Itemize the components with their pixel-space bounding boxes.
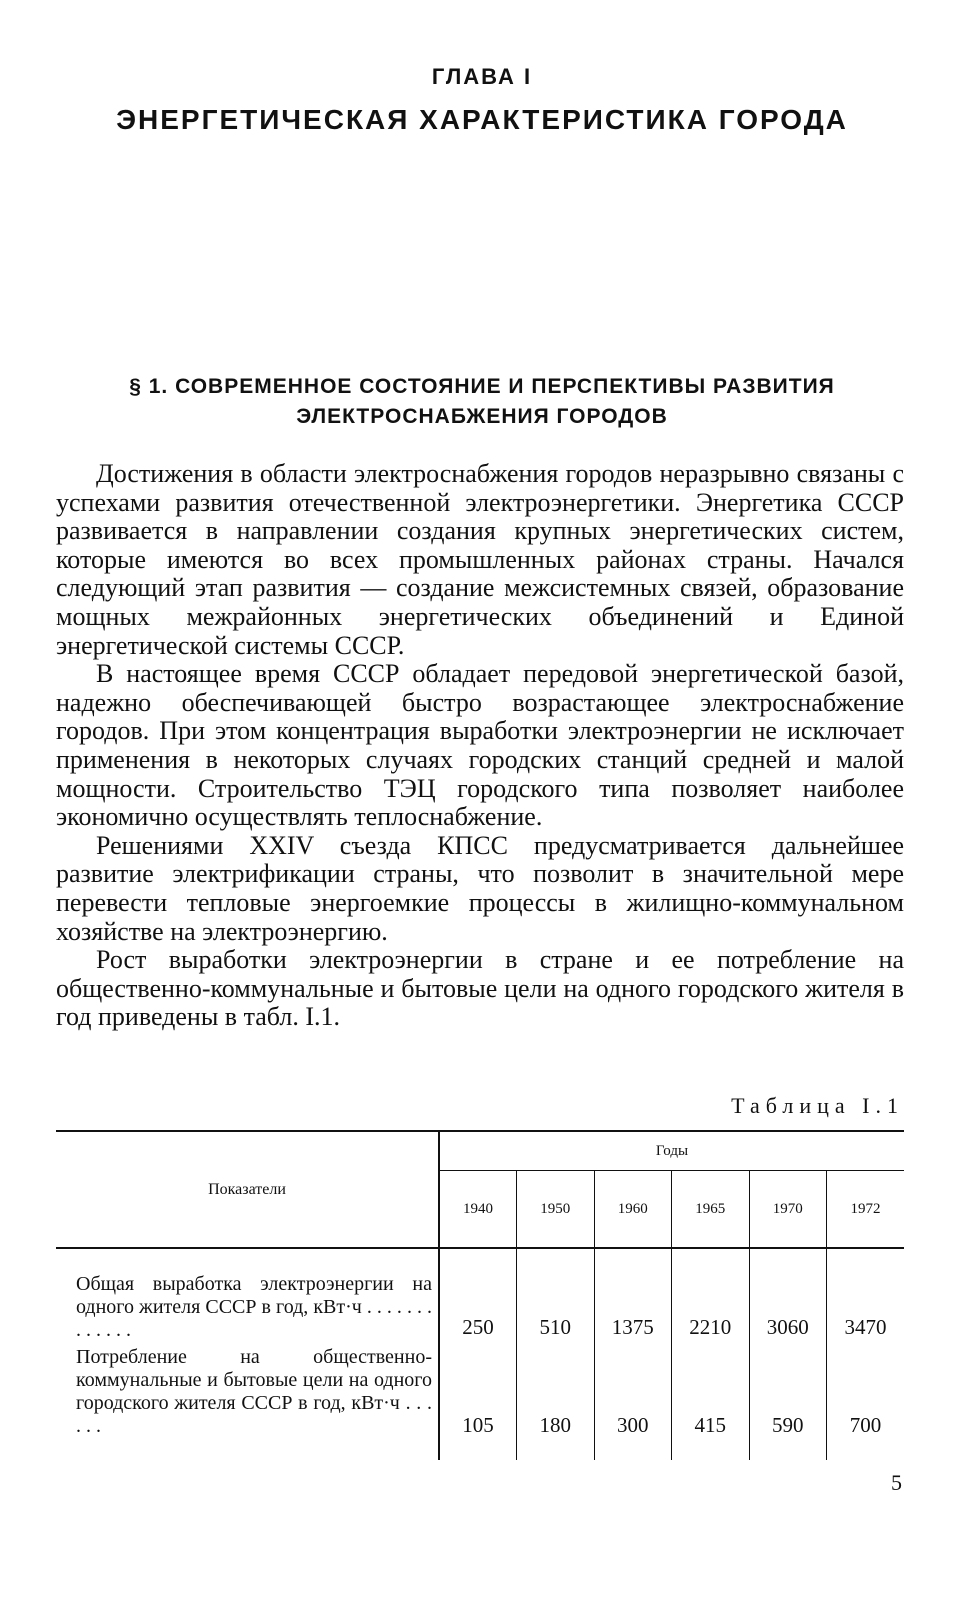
table-cell: 3060 — [749, 1248, 827, 1346]
table-cell: 590 — [749, 1346, 827, 1460]
table-row — [56, 1248, 904, 1346]
year-header: 1965 — [672, 1171, 750, 1249]
indicator-column-header: Показатели — [56, 1131, 439, 1248]
paragraph: Решениями XXIV съезда КПСС предусматривается дальнейшее развитие электрификации страны, что позволит в значительной мере перевести тепловые энергоемкие процессы в жилищно-коммунальном хозяйстве на электроэнергию. — [56, 830, 904, 946]
section-title — [60, 372, 904, 432]
year-header: 1960 — [594, 1171, 672, 1249]
year-header: 1940 — [439, 1171, 517, 1249]
table-row — [56, 1346, 904, 1460]
table-cell: 300 — [594, 1346, 672, 1460]
paragraph: Рост выработки электроэнергии в стране и ее потребление на общественно-коммунальные и бытовые цели на одного городского жителя в год приведены в табл. I.1. — [56, 945, 904, 1032]
table-cell: 250 — [439, 1248, 517, 1346]
table-cell: 700 — [827, 1346, 905, 1460]
chapter-title: ЭНЕРГЕТИЧЕСКАЯ ХАРАКТЕРИСТИКА ГОРОДА — [116, 104, 848, 135]
body-text — [56, 460, 904, 1032]
table-cell: 510 — [517, 1248, 595, 1346]
table-cell: 1375 — [594, 1248, 672, 1346]
table-cell: 105 — [439, 1346, 517, 1460]
row-label: Потребление на общественно-коммунальные и бытовые цели на одного городского жителя СССР в год, кВт·ч . . . . . . — [56, 1346, 439, 1460]
year-header: 1970 — [749, 1171, 827, 1249]
section-title-line-1: § 1. СОВРЕМЕННОЕ СОСТОЯНИЕ И ПЕРСПЕКТИВЫ РАЗВИТИЯ — [129, 375, 835, 398]
data-table — [56, 1130, 904, 1460]
chapter-label: ГЛАВА I — [431, 64, 533, 89]
year-header: 1972 — [827, 1171, 905, 1249]
page-number: 5 — [891, 1470, 902, 1495]
table-caption: Таблица I.1 — [731, 1093, 904, 1118]
section-title-line-2: ЭЛЕКТРОСНАБЖЕНИЯ ГОРОДОВ — [296, 405, 668, 428]
row-label: Общая выработка электроэнергии на одного жителя СССР в год, кВт·ч . . . . . . . . . . . . . — [56, 1248, 439, 1346]
year-header: 1950 — [517, 1171, 595, 1249]
paragraph: В настоящее время СССР обладает передовой энергетической базой, надежно обеспечивающей быстро возрастающее электроснабжение городов. При этом концентрация выработки электроэнергии не исключает применения в некоторых случаях городских станций средней и малой мощности. Строительство ТЭЦ городского типа позволяет наиболее экономично осуществлять теплоснабжение. — [56, 659, 904, 832]
table-cell: 3470 — [827, 1248, 905, 1346]
paragraph: Достижения в области электроснабжения городов неразрывно связаны с успехами развития отечественной электроэнергетики. Энергетика СССР развивается в направлении создания крупных энергетических систем, которые имеются во всех промышленных районах страны. Начался следующий этап развития — создание межсистемных связей, образование мощных межрайонных энергетических объединений и Единой энергетической системы СССР. — [56, 459, 904, 660]
table-cell: 180 — [517, 1346, 595, 1460]
years-group-header: Годы — [439, 1131, 904, 1171]
table-cell: 415 — [672, 1346, 750, 1460]
table-cell: 2210 — [672, 1248, 750, 1346]
